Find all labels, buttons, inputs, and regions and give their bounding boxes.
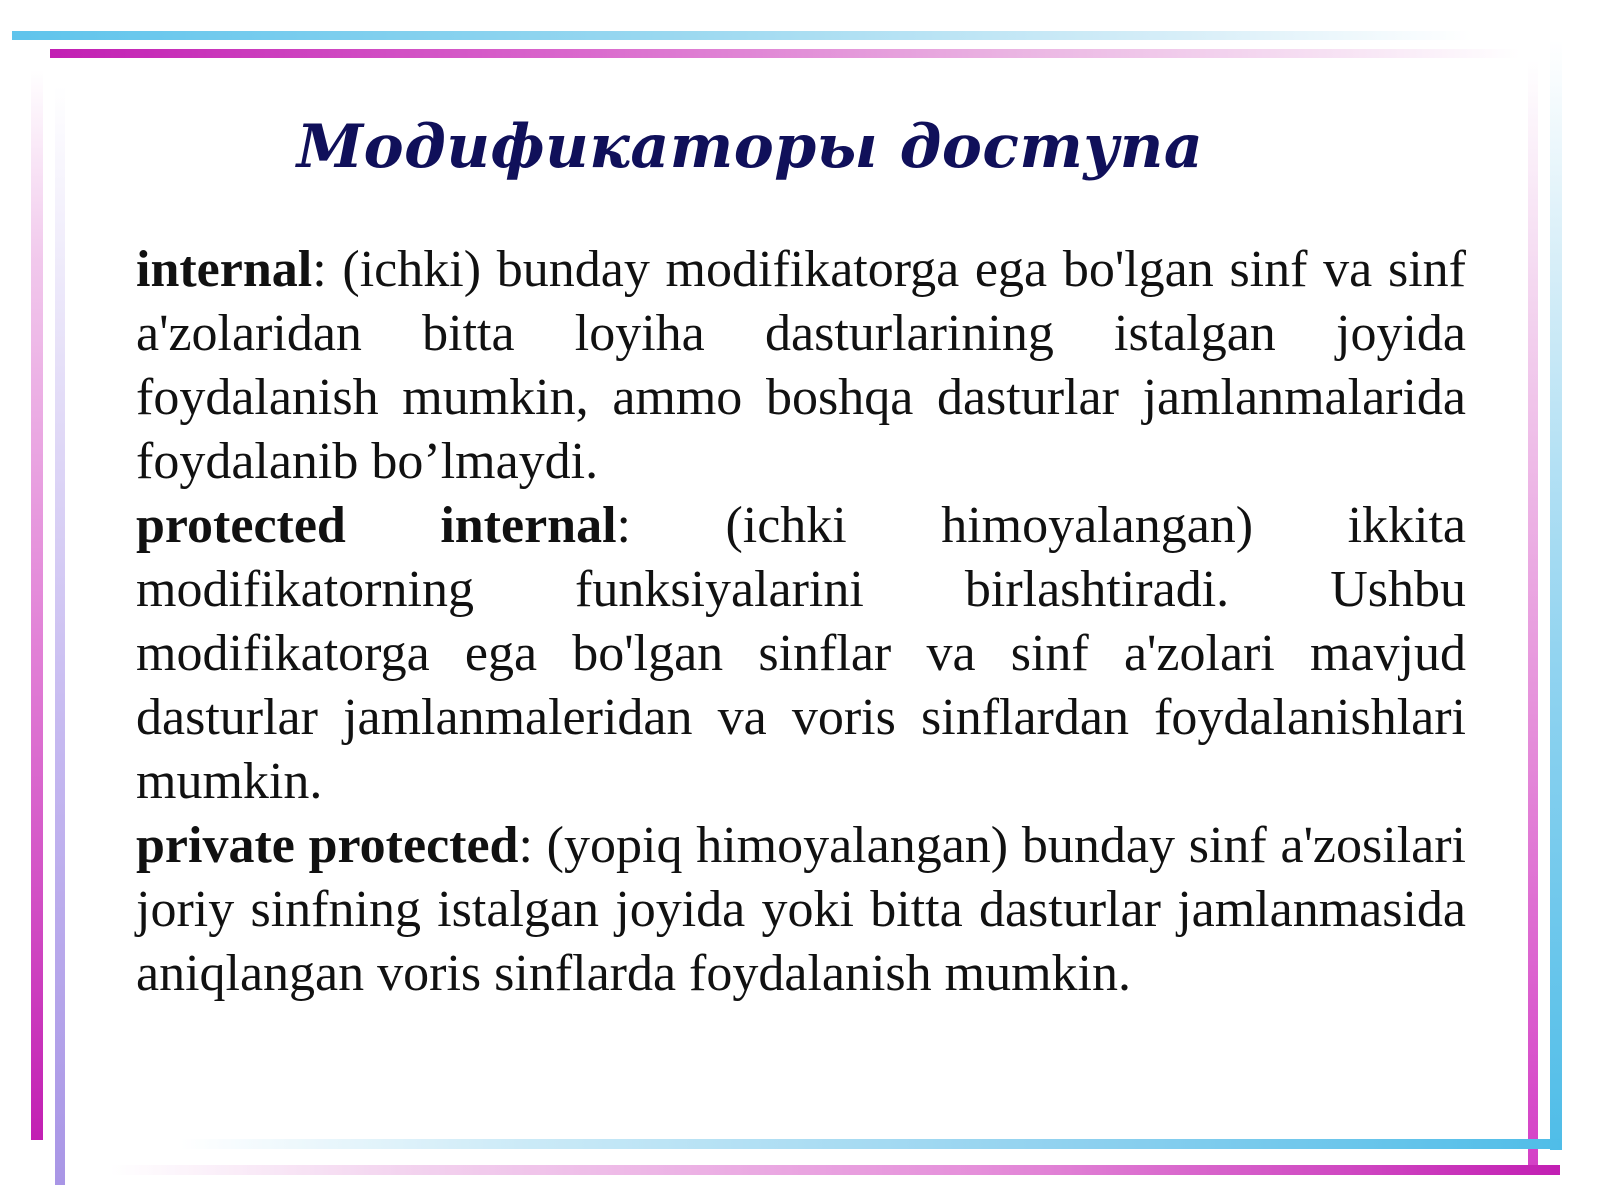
definition-internal: : (ichki) bunday modifikatorga ega bo'lgan sinf va sinf a'zolaridan bitta loyiha dasturlarining istalgan joyida foydalanish mumkin, ammo boshqa dasturlar jamlanmalarida foydalanib bo’lmaydi. [136, 241, 1466, 490]
left-decorative-bar-magenta [31, 70, 43, 1140]
paragraph-internal [136, 238, 1466, 494]
term-protected-internal: protected internal [136, 497, 617, 554]
slide-body [136, 238, 1466, 1006]
slide-title: Модификаторы доступа [296, 112, 1204, 182]
term-internal: internal [136, 241, 313, 298]
top-decorative-bar-cyan [12, 31, 1472, 40]
definition-private-protected: : (yopiq himoyalangan) bunday sinf a'zosilari joriy sinfning istalgan joyida yoki bitta dasturlar jamlanmasida aniqlangan voris sinflarda foydalanish mumkin. [136, 817, 1466, 1002]
right-decorative-bar-cyan [1550, 40, 1562, 1150]
right-decorative-bar-magenta [1528, 60, 1538, 1175]
paragraph-protected-internal [136, 494, 1466, 814]
paragraph-private-protected [136, 814, 1466, 1006]
bottom-decorative-bar-magenta [110, 1165, 1560, 1175]
bottom-decorative-bar-cyan [180, 1139, 1560, 1149]
definition-protected-internal: : (ichki himoyalangan) ikkita modifikatorning funksiyalarini birlashtiradi. Ushbu modifikatorga ega bo'lgan sinflar va sinf a'zolari mavjud dasturlar jamlanmaleridan va voris sinflardan foydalanishlari mumkin. [136, 497, 1466, 810]
term-private-protected: private protected [136, 817, 519, 874]
left-decorative-bar-lavender [55, 85, 65, 1185]
top-decorative-bar-magenta [50, 49, 1520, 58]
